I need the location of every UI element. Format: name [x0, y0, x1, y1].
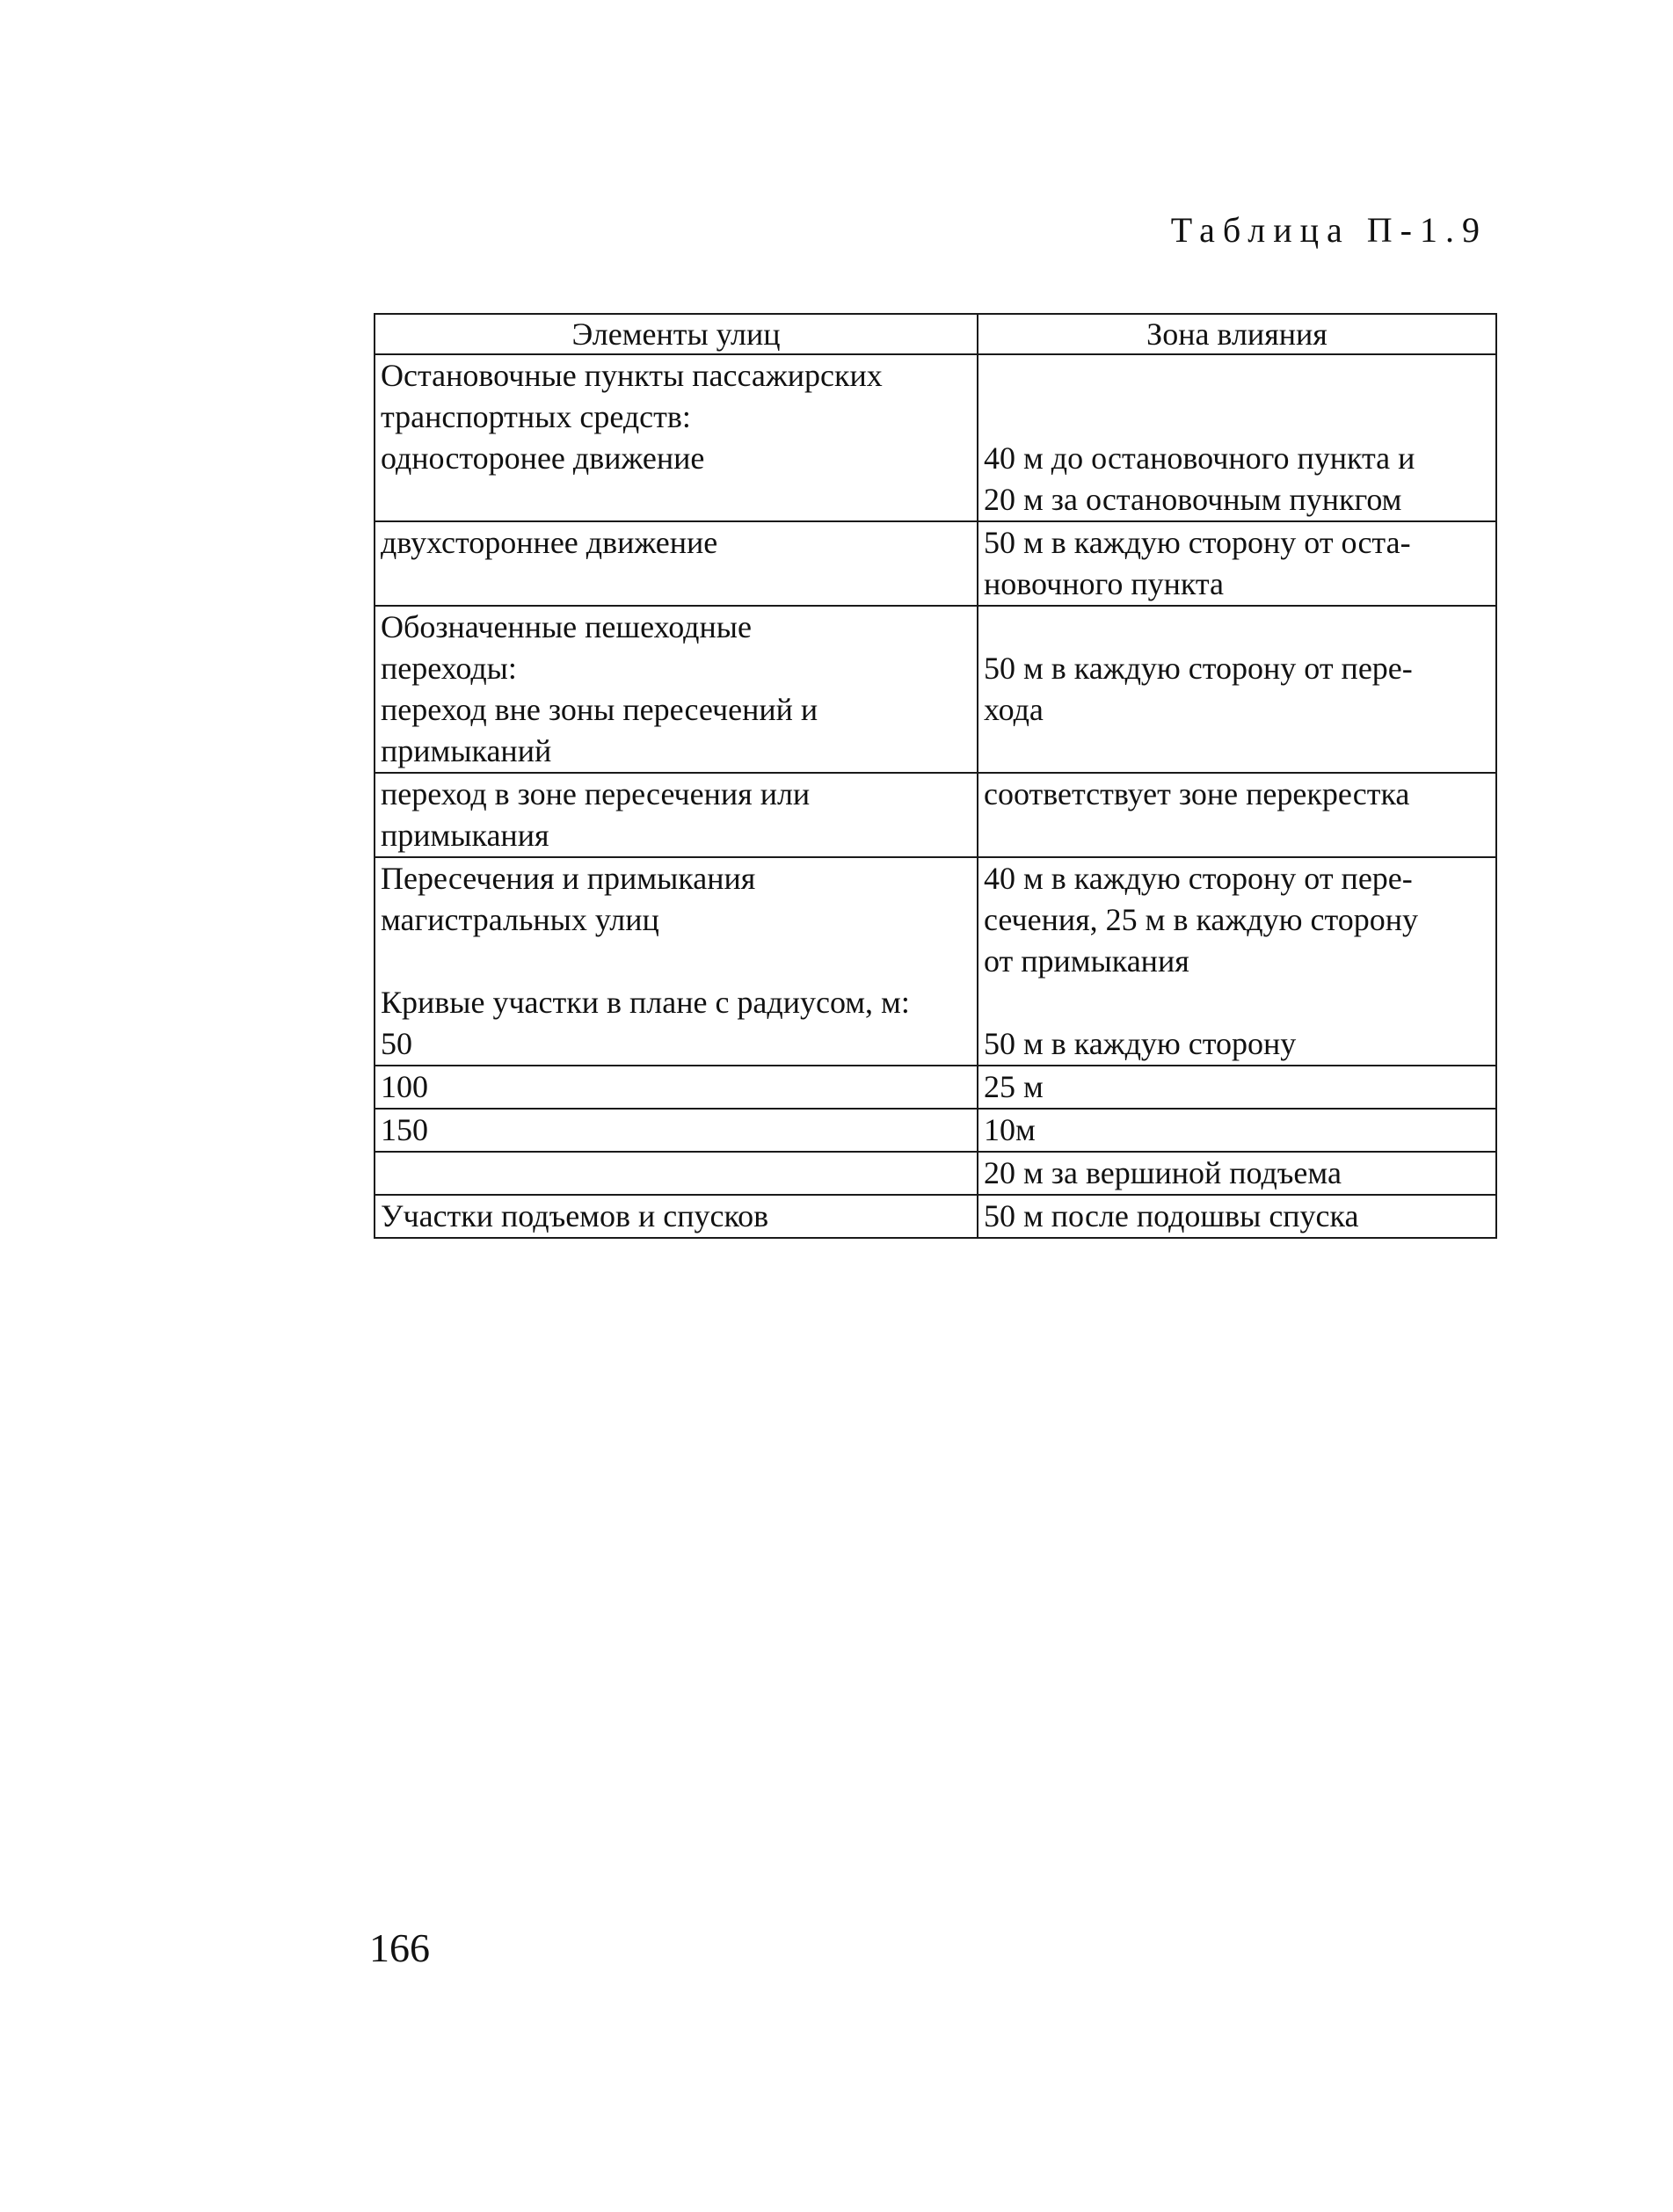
cell-line: хода [984, 692, 1044, 727]
cell-line [381, 564, 971, 605]
cell-element [375, 857, 978, 1066]
table-row [375, 773, 1496, 857]
cell-zone [978, 354, 1496, 521]
cell-zone [978, 773, 1496, 857]
cell-zone [978, 1066, 1496, 1109]
table-row [375, 354, 1496, 521]
cell-line [984, 607, 1490, 648]
cell-line: двухстороннее движение [381, 525, 718, 560]
cell-zone [978, 606, 1496, 773]
cell-element [375, 521, 978, 606]
cell-line [381, 941, 971, 982]
cell-line: Обозначенные пешеходные [381, 609, 752, 644]
cell-line: 25 м [984, 1069, 1044, 1104]
cell-zone [978, 521, 1496, 606]
cell-line: магистральных улиц [381, 902, 659, 937]
table-row [375, 1195, 1496, 1238]
cell-line [984, 982, 1490, 1023]
cell-line: новочного пункта [984, 566, 1225, 601]
page-number: 166 [369, 1925, 430, 1970]
cell-line: Пересечения и примыкания [381, 861, 756, 896]
cell-line: 150 [381, 1112, 428, 1147]
table-row [375, 1109, 1496, 1152]
cell-line [984, 815, 1490, 856]
cell-line: примыкания [381, 818, 549, 853]
cell-line: от примыкания [984, 943, 1189, 979]
table-header-row [375, 314, 1496, 354]
cell-element [375, 354, 978, 521]
cell-line: примыканий [381, 733, 552, 768]
streets-table-container [374, 313, 1497, 1239]
cell-line: 100 [381, 1069, 428, 1104]
cell-element [375, 773, 978, 857]
cell-element [375, 606, 978, 773]
street-zones-table [374, 313, 1497, 1239]
cell-zone [978, 1195, 1496, 1238]
table-row [375, 1066, 1496, 1109]
cell-zone [978, 1152, 1496, 1195]
cell-line: 40 м в каждую сторону от пере- [984, 861, 1413, 896]
table-row [375, 857, 1496, 1066]
table-body [375, 354, 1496, 1238]
cell-line: 50 [381, 1026, 412, 1061]
cell-line: 20 м за остановочным пункгом [984, 482, 1402, 517]
cell-line: сечения, 25 м в каждую сторону [984, 902, 1418, 937]
cell-element [375, 1066, 978, 1109]
cell-zone [978, 1109, 1496, 1152]
cell-line: 50 м в каждую сторону от оста- [984, 525, 1411, 560]
table-caption: Таблица П-1.9 [1170, 210, 1488, 250]
cell-line: односторонее движение [381, 440, 705, 476]
cell-line: 20 м за вершиной подъема [984, 1155, 1342, 1190]
cell-element [375, 1109, 978, 1152]
cell-line: 40 м до остановочного пункта и [984, 440, 1415, 476]
cell-zone [978, 857, 1496, 1066]
cell-line: 50 м в каждую сторону от пере- [984, 651, 1413, 686]
cell-line [984, 355, 1490, 397]
table-row [375, 521, 1496, 606]
cell-line: 50 м в каждую сторону [984, 1026, 1297, 1061]
table-row [375, 1152, 1496, 1195]
column-header-zone: Зона влияния [978, 314, 1496, 354]
cell-line: переходы: [381, 651, 517, 686]
cell-line: Остановочные пункты пассажирских [381, 358, 883, 393]
cell-line: Участки подъемов и спусков [381, 1198, 769, 1233]
column-header-elements: Элементы улиц [375, 314, 978, 354]
cell-line [984, 731, 1490, 772]
cell-line [381, 479, 971, 520]
cell-line: переход в зоне пересечения или [381, 776, 811, 811]
cell-element [375, 1195, 978, 1238]
cell-line: 50 м после подошвы спуска [984, 1198, 1359, 1233]
table-row [375, 606, 1496, 773]
cell-line: Кривые участки в плане с радиусом, м: [381, 985, 910, 1020]
cell-line [381, 1153, 971, 1194]
cell-line: 10м [984, 1112, 1036, 1147]
cell-line [984, 397, 1490, 438]
cell-line: транспортных средств: [381, 399, 691, 434]
cell-line: соответствует зоне перекрестка [984, 776, 1410, 811]
cell-line: переход вне зоны пересечений и [381, 692, 818, 727]
cell-element [375, 1152, 978, 1195]
